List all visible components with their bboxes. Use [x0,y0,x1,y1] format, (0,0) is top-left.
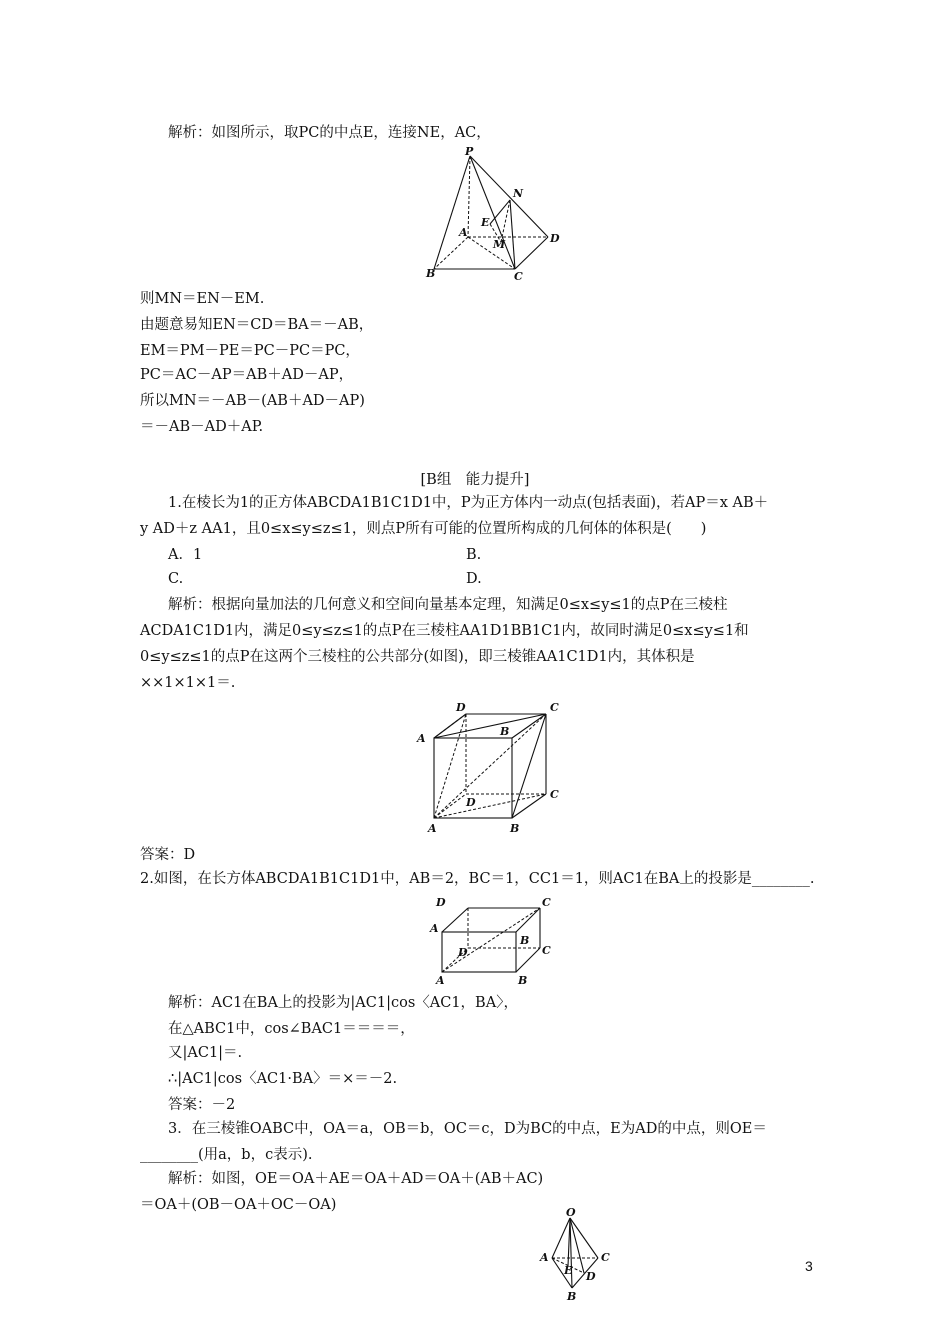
sol2-line0: 解析：AC1在BA上的投影为|AC1|cos〈AC1，BA〉， [168,995,518,1011]
label-C1: C [542,896,551,909]
solution-intro: 解析：如图所示，取PC的中点E，连接NE，AC， [168,125,491,141]
sol3-line0: 解析：如图，OE＝OA＋AE＝OA＋AD＝OA＋(AB＋AC) [168,1171,544,1187]
q3-line1: 3．在三棱锥OABC中，OA＝a，OB＝b，OC＝c，D为BC的中点，E为AD的中点，则OE＝ [168,1121,767,1137]
line-a1: 由题意易知EN＝CD＝BA＝－AB， [140,317,374,333]
line-a0: 则MN＝EN－EM. [140,291,265,307]
label-B: B [510,822,520,835]
sol1-line1: ACDA1C1D1内，满足0≤y≤z≤1的点P在三棱柱AA1D1BB1C1内，故同时满足0≤x≤y≤1和 [140,623,749,639]
sol2-line3: ∴|AC1|cos〈AC1·BA〉＝×＝－2. [168,1071,398,1087]
label-N: N [513,187,524,200]
q1-line1: 1.在棱长为1的正方体ABCDA1B1C1D1中，P为正方体内一动点(包括表面)，若AP＝x AB＋ [168,495,769,511]
page-number: 3 [805,1258,813,1274]
label-C: C [514,270,523,283]
label-M: M [493,238,506,251]
label-E: E [481,216,490,229]
label-A: A [436,974,445,986]
q1-option-d: D. [466,571,482,587]
tetrahedron-figure [534,1206,618,1304]
sol3-line1: ＝OA＋(OB－OA＋OC－OA) [140,1197,337,1213]
q1-option-c: C. [168,571,184,587]
sol1-line0: 解析：根据向量加法的几何意义和空间向量基本定理，知满足0≤x≤y≤1的点P在三棱柱 [168,597,728,613]
label-D: D [586,1270,596,1283]
q3-line2: ________(用a，b，c表示). [140,1147,313,1163]
label-O: O [566,1206,576,1219]
label-D: D [458,946,468,959]
q1-line2: y AD＋z AA1，且0≤x≤y≤z≤1，则点P所有可能的位置所构成的几何体的体积是( ) [140,521,707,537]
q1-option-b: B. [466,547,482,563]
label-A: A [540,1251,549,1264]
label-E: E [564,1264,573,1277]
sol1-line2: 0≤y≤z≤1的点P在这两个三棱柱的公共部分(如图)，即三棱锥AA1C1D1内，其体积是 [140,649,695,665]
cube-figure [414,698,574,838]
line-a3: PC＝AC－AP＝AB＋AD－AP， [140,367,354,383]
answer-1: 答案：D [140,847,196,863]
answer-2: 答案：－2 [168,1097,236,1113]
line-a2: EM＝PM－PE＝PC－PC＝PC， [140,343,360,359]
sol1-line3: ××1×1×1＝. [140,675,236,691]
pyramid-figure [418,146,568,286]
label-D1: D [456,701,466,714]
label-C: C [601,1251,610,1264]
label-A1: A [430,922,439,935]
sol2-line2: 又|AC1|＝. [168,1045,243,1061]
label-A1: A [417,732,426,745]
label-B: B [567,1290,577,1303]
label-C1: C [550,701,559,714]
section-heading: [B组 能力提升] [420,472,530,488]
label-D1: D [436,896,446,909]
label-B1: B [500,725,510,738]
label-P: P [465,146,474,158]
sol2-line1: 在△ABC1中，cos∠BAC1＝＝＝＝， [168,1021,415,1037]
label-B: B [426,267,436,280]
line-a5: ＝－AB－AD＋AP. [140,419,264,435]
label-A: A [459,226,468,239]
q1-option-a: A．1 [168,547,203,563]
label-B1: B [520,934,530,947]
label-C: C [550,788,559,801]
box-figure [428,894,568,986]
label-C: C [542,944,551,957]
label-B: B [518,974,528,986]
line-a4: 所以MN＝－AB－(AB＋AD－AP) [140,393,365,409]
label-A: A [428,822,437,835]
q2-text: 2.如图，在长方体ABCDA1B1C1D1中，AB＝2，BC＝1，CC1＝1，则AC1在BA上的投影是________. [140,871,815,887]
label-D: D [550,232,560,245]
label-D: D [466,796,476,809]
